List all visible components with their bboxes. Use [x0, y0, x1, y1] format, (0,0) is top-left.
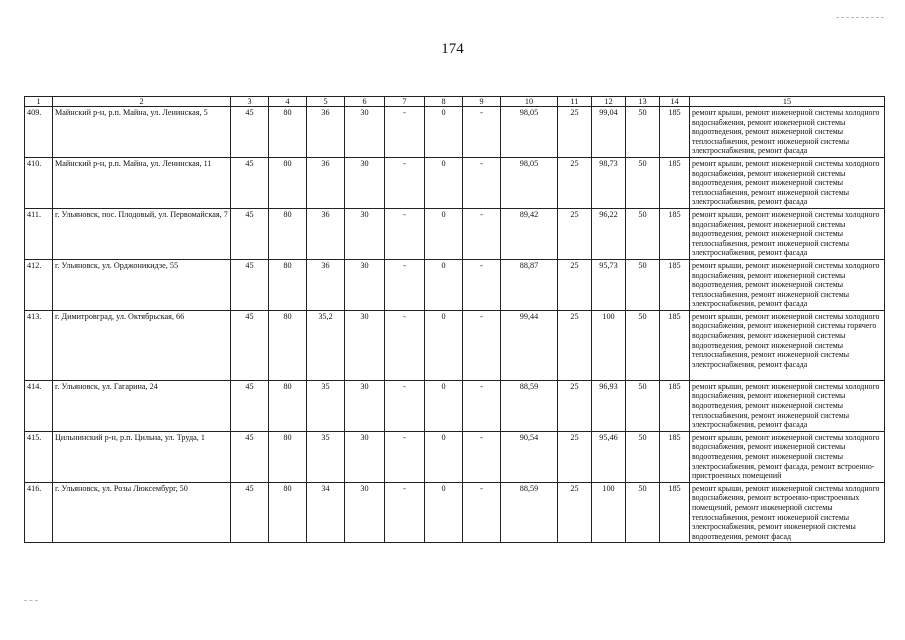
cell-6: 30 [345, 310, 385, 380]
cell-12: 96,22 [592, 208, 626, 259]
cell-5: 36 [307, 107, 345, 158]
cell-3: 45 [231, 431, 269, 482]
works-list: ремонт крыши, ремонт инженерной системы холодного водоснабжения, ремонт инженерной системы водоотведения, ремонт инженерной системы теплоснабжения, ремонт инженерной системы электроснабжения, ремонт фасада [690, 107, 885, 158]
table-row [25, 380, 885, 431]
cell-4: 80 [269, 107, 307, 158]
cell-7: - [385, 380, 425, 431]
table-row [25, 259, 885, 310]
cell-3: 45 [231, 482, 269, 543]
cell-3: 45 [231, 310, 269, 380]
cell-13: 50 [626, 310, 660, 380]
cell-7: - [385, 482, 425, 543]
cell-4: 80 [269, 259, 307, 310]
column-number: 12 [592, 97, 626, 107]
column-number: 14 [660, 97, 690, 107]
table-row [25, 431, 885, 482]
address: г. Ульяновск, ул. Розы Люксембург, 50 [53, 482, 231, 543]
address: Цильнинский р-н, р.п. Цильна, ул. Труда, 1 [53, 431, 231, 482]
cell-8: 0 [425, 380, 463, 431]
column-number: 6 [345, 97, 385, 107]
cell-8: 0 [425, 208, 463, 259]
row-number: 413. [25, 310, 53, 380]
row-number: 414. [25, 380, 53, 431]
column-number: 2 [53, 97, 231, 107]
table-row [25, 208, 885, 259]
column-number: 7 [385, 97, 425, 107]
cell-7: - [385, 208, 425, 259]
works-list: ремонт крыши, ремонт инженерной системы холодного водоснабжения, ремонт инженерной системы водоотведения, ремонт инженерной системы теплоснабжения, ремонт инженерной системы электроснабжения, ремонт фасада [690, 259, 885, 310]
cell-10: 98,05 [501, 107, 558, 158]
column-number: 3 [231, 97, 269, 107]
cell-10: 88,59 [501, 482, 558, 543]
table-row [25, 107, 885, 158]
cell-8: 0 [425, 310, 463, 380]
cell-14: 185 [660, 310, 690, 380]
cell-12: 95,73 [592, 259, 626, 310]
column-number: 5 [307, 97, 345, 107]
page-number: 174 [441, 41, 464, 57]
cell-6: 30 [345, 482, 385, 543]
address: г. Ульяновск, ул. Гагарина, 24 [53, 380, 231, 431]
table-row [25, 310, 885, 380]
works-list: ремонт крыши, ремонт инженерной системы холодного водоснабжения, ремонт инженерной системы водоотведения, ремонт инженерной системы теплоснабжения, ремонт инженерной системы электроснабжения, ремонт фасада [690, 157, 885, 208]
cell-3: 45 [231, 107, 269, 158]
cell-11: 25 [558, 310, 592, 380]
row-number: 416. [25, 482, 53, 543]
row-number: 411. [25, 208, 53, 259]
cell-9: - [463, 157, 501, 208]
scan-artifact-line [836, 17, 884, 18]
cell-4: 80 [269, 431, 307, 482]
cell-14: 185 [660, 380, 690, 431]
cell-3: 45 [231, 157, 269, 208]
cell-12: 95,46 [592, 431, 626, 482]
cell-4: 80 [269, 157, 307, 208]
cell-8: 0 [425, 259, 463, 310]
address: г. Ульяновск, пос. Плодовый, ул. Первомайская, 7 [53, 208, 231, 259]
cell-10: 88,87 [501, 259, 558, 310]
scan-artifact-line [24, 600, 38, 601]
address: г. Ульяновск, ул. Орджоникидзе, 55 [53, 259, 231, 310]
cell-14: 185 [660, 431, 690, 482]
cell-13: 50 [626, 107, 660, 158]
cell-7: - [385, 310, 425, 380]
cell-7: - [385, 107, 425, 158]
works-list: ремонт крыши, ремонт инженерной системы холодного водоснабжения, ремонт инженерной системы водоотведения, ремонт инженерной системы электроснабжения, ремонт фасада, ремонт встроенно-пристроенных помещений [690, 431, 885, 482]
cell-7: - [385, 157, 425, 208]
works-list: ремонт крыши, ремонт инженерной системы холодного водоснабжения, ремонт инженерной системы горячего водоснабжения, ремонт инженерной системы водоотведения, ремонт инженерной системы теплоснабжения, ремонт инженерной системы электроснабжения, ремонт фасада [690, 310, 885, 380]
cell-13: 50 [626, 380, 660, 431]
cell-5: 35 [307, 431, 345, 482]
cell-12: 98,73 [592, 157, 626, 208]
cell-11: 25 [558, 380, 592, 431]
cell-5: 35,2 [307, 310, 345, 380]
cell-9: - [463, 431, 501, 482]
cell-14: 185 [660, 482, 690, 543]
column-number: 13 [626, 97, 660, 107]
cell-10: 90,54 [501, 431, 558, 482]
row-number: 410. [25, 157, 53, 208]
cell-6: 30 [345, 157, 385, 208]
cell-5: 36 [307, 157, 345, 208]
cell-10: 99,44 [501, 310, 558, 380]
address: Майнский р-н, р.п. Майна, ул. Ленинская, 11 [53, 157, 231, 208]
cell-3: 45 [231, 380, 269, 431]
address: Майнский р-н, р.п. Майна, ул. Ленинская, 5 [53, 107, 231, 158]
cell-3: 45 [231, 208, 269, 259]
cell-9: - [463, 259, 501, 310]
column-number: 1 [25, 97, 53, 107]
cell-14: 185 [660, 157, 690, 208]
cell-9: - [463, 107, 501, 158]
cell-10: 98,05 [501, 157, 558, 208]
column-number: 9 [463, 97, 501, 107]
cell-8: 0 [425, 107, 463, 158]
cell-12: 99,04 [592, 107, 626, 158]
cell-4: 80 [269, 310, 307, 380]
cell-12: 100 [592, 310, 626, 380]
works-list: ремонт крыши, ремонт инженерной системы холодного водоснабжения, ремонт встроенно-пристроенных помещений, ремонт инженерной системы теплоснабжения, ремонт инженерной системы электроснабжения, ремонт инженерной системы водоотведения, ремонт фасад [690, 482, 885, 543]
renovation-table [24, 96, 885, 543]
row-number: 409. [25, 107, 53, 158]
cell-6: 30 [345, 431, 385, 482]
cell-12: 100 [592, 482, 626, 543]
cell-5: 36 [307, 208, 345, 259]
cell-13: 50 [626, 208, 660, 259]
cell-6: 30 [345, 380, 385, 431]
column-number-row [25, 97, 885, 107]
cell-14: 185 [660, 107, 690, 158]
works-list: ремонт крыши, ремонт инженерной системы холодного водоснабжения, ремонт инженерной системы водоотведения, ремонт инженерной системы теплоснабжения, ремонт инженерной системы электроснабжения, ремонт фасада [690, 208, 885, 259]
column-number: 4 [269, 97, 307, 107]
cell-14: 185 [660, 208, 690, 259]
cell-4: 80 [269, 380, 307, 431]
cell-13: 50 [626, 259, 660, 310]
cell-6: 30 [345, 107, 385, 158]
cell-14: 185 [660, 259, 690, 310]
cell-9: - [463, 208, 501, 259]
cell-3: 45 [231, 259, 269, 310]
cell-13: 50 [626, 157, 660, 208]
cell-13: 50 [626, 482, 660, 543]
cell-5: 34 [307, 482, 345, 543]
cell-4: 80 [269, 482, 307, 543]
cell-5: 35 [307, 380, 345, 431]
row-number: 412. [25, 259, 53, 310]
cell-10: 88,59 [501, 380, 558, 431]
cell-11: 25 [558, 107, 592, 158]
cell-8: 0 [425, 482, 463, 543]
cell-10: 89,42 [501, 208, 558, 259]
column-number: 8 [425, 97, 463, 107]
column-number: 10 [501, 97, 558, 107]
cell-7: - [385, 431, 425, 482]
cell-11: 25 [558, 157, 592, 208]
cell-7: - [385, 259, 425, 310]
row-number: 415. [25, 431, 53, 482]
cell-13: 50 [626, 431, 660, 482]
cell-6: 30 [345, 259, 385, 310]
cell-6: 30 [345, 208, 385, 259]
cell-9: - [463, 310, 501, 380]
address: г. Димитровград, ул. Октябрьская, 66 [53, 310, 231, 380]
cell-8: 0 [425, 431, 463, 482]
cell-11: 25 [558, 259, 592, 310]
column-number: 15 [690, 97, 885, 107]
cell-11: 25 [558, 482, 592, 543]
cell-11: 25 [558, 208, 592, 259]
cell-9: - [463, 380, 501, 431]
cell-9: - [463, 482, 501, 543]
cell-11: 25 [558, 431, 592, 482]
cell-12: 96,93 [592, 380, 626, 431]
table-row [25, 482, 885, 543]
cell-5: 36 [307, 259, 345, 310]
works-list: ремонт крыши, ремонт инженерной системы холодного водоснабжения, ремонт инженерной системы водоотведения, ремонт инженерной системы теплоснабжения, ремонт инженерной системы электроснабжения, ремонт фасада [690, 380, 885, 431]
column-number: 11 [558, 97, 592, 107]
table-row [25, 157, 885, 208]
cell-8: 0 [425, 157, 463, 208]
cell-4: 80 [269, 208, 307, 259]
